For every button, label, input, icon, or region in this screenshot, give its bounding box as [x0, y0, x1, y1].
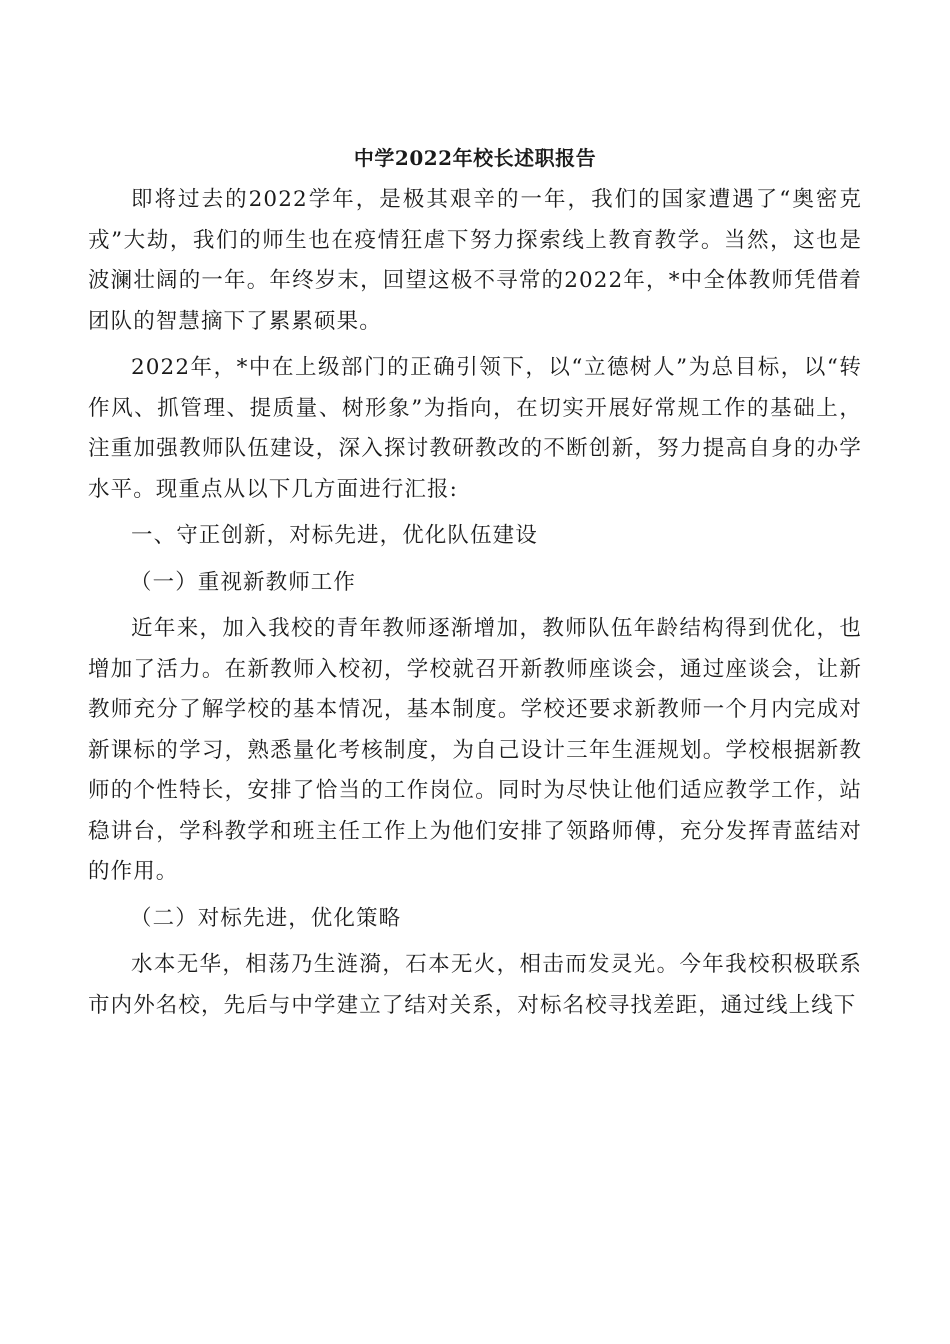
subsection-heading-1: （一）重视新教师工作 — [130, 569, 357, 595]
document-page — [88, 138, 862, 1032]
overview-paragraph: 2022年，*中在上级部门的正确引领下，以“立德树人”为总目标，以“转作风、抓管理、提质量、树形象”为指向，在切实开展好常规工作的基础上，注重加强教师队伍建设，深入探讨教研教改的不断创新，努力提高自身的办学水平。现重点从以下几方面进行汇报: — [88, 355, 862, 502]
benchmark-paragraph: 水本无华，相荡乃生涟漪，石本无火，相击而发灵光。今年我校积极联系市内外名校，先后与中学建立了结对关系，对标名校寻找差距，通过线上线下 — [88, 952, 862, 1018]
document-title: 中学2022年校长述职报告 — [353, 146, 597, 170]
subsection-heading-2: （二）对标先进，优化策略 — [130, 905, 402, 931]
section-heading-1: 一、守正创新，对标先进，优化队伍建设 — [131, 523, 538, 548]
intro-paragraph: 即将过去的2022学年，是极其艰辛的一年，我们的国家遭遇了“奥密克戎”大劫，我们的师生也在疫情狂虐下努力探索线上教育教学。当然，这也是波澜壮阔的一年。年终岁末，回望这极不寻常的2022年，*中全体教师凭借着团队的智慧摘下了累累硕果。 — [88, 187, 862, 334]
new-teacher-paragraph: 近年来，加入我校的青年教师逐渐增加，教师队伍年龄结构得到优化，也增加了活力。在新教师入校初，学校就召开新教师座谈会，通过座谈会，让新教师充分了解学校的基本情况，基本制度。学校还要求新教师一个月内完成对新课标的学习，熟悉量化考核制度，为自己设计三年生涯规划。学校根据新教师的个性特长，安排了恰当的工作岗位。同时为尽快让他们适应教学工作，站稳讲台，学科教学和班主任工作上为他们安排了领路师傅，充分发挥青蓝结对的作用。 — [88, 616, 862, 884]
